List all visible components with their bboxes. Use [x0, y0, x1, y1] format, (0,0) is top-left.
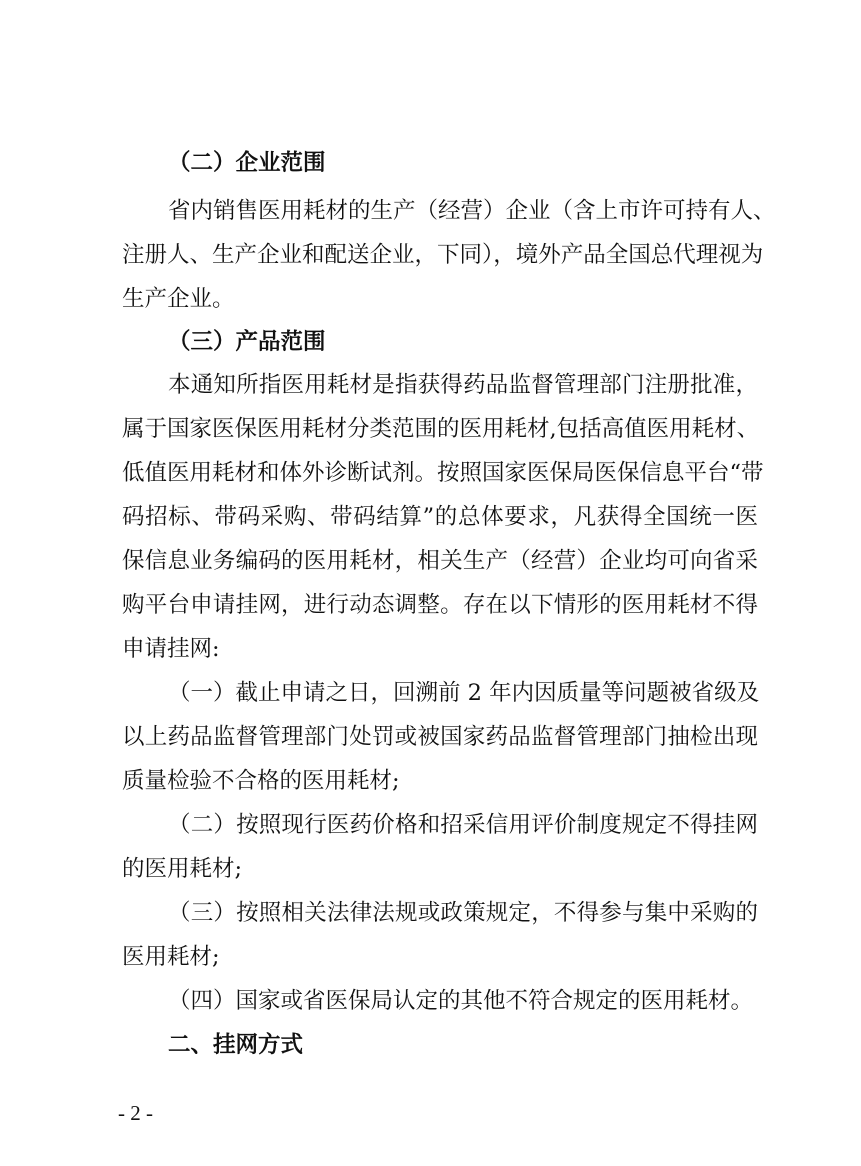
- page-number: - 2 -: [118, 1101, 153, 1125]
- paragraph-line: 申请挂网:: [122, 636, 220, 662]
- exclusion-item-line: 质量检验不合格的医用耗材;: [122, 768, 400, 794]
- exclusion-item-line: 以上药品监督管理部门处罚或被国家药品监督管理部门抽检出现: [122, 724, 758, 750]
- exclusion-item-line: （四）国家或省医保局认定的其他不符合规定的医用耗材。: [168, 988, 754, 1014]
- paragraph-line: 保信息业务编码的医用耗材，相关生产（经营）企业均可向省采: [122, 548, 758, 574]
- exclusion-item-line: 的医用耗材;: [122, 856, 243, 882]
- exclusion-item-line: 医用耗材;: [122, 944, 220, 970]
- exclusion-item-line: （二）按照现行医药价格和招采信用评价制度规定不得挂网: [168, 812, 758, 838]
- section-heading-listing-method: 二、挂网方式: [168, 1032, 304, 1058]
- paragraph-line: 属于国家医保医用耗材分类范围的医用耗材,包括高值医用耗材、: [122, 416, 760, 442]
- paragraph-line: 注册人、生产企业和配送企业，下同），境外产品全国总代理视为: [122, 242, 764, 268]
- paragraph-line: 生产企业。: [122, 286, 235, 312]
- exclusion-item-line: （三）按照相关法律法规或政策规定，不得参与集中采购的: [168, 900, 758, 926]
- section-heading-enterprise-scope: （二）企业范围: [168, 150, 326, 176]
- paragraph-line: 省内销售医用耗材的生产（经营）企业（含上市许可持有人、: [168, 198, 776, 224]
- paragraph-line: 购平台申请挂网，进行动态调整。存在以下情形的医用耗材不得: [122, 592, 758, 618]
- exclusion-item-line: （一）截止申请之日，回溯前 2 年内因质量等问题被省级及: [168, 680, 760, 706]
- paragraph-line: 码招标、带码采购、带码结算”的总体要求，凡获得全国统一医: [122, 504, 758, 530]
- section-heading-product-scope: （三）产品范围: [168, 329, 326, 355]
- paragraph-line: 低值医用耗材和体外诊断试剂。按照国家医保局医保信息平台“带: [122, 460, 764, 486]
- paragraph-line: 本通知所指医用耗材是指获得药品监督管理部门注册批准，: [168, 372, 758, 398]
